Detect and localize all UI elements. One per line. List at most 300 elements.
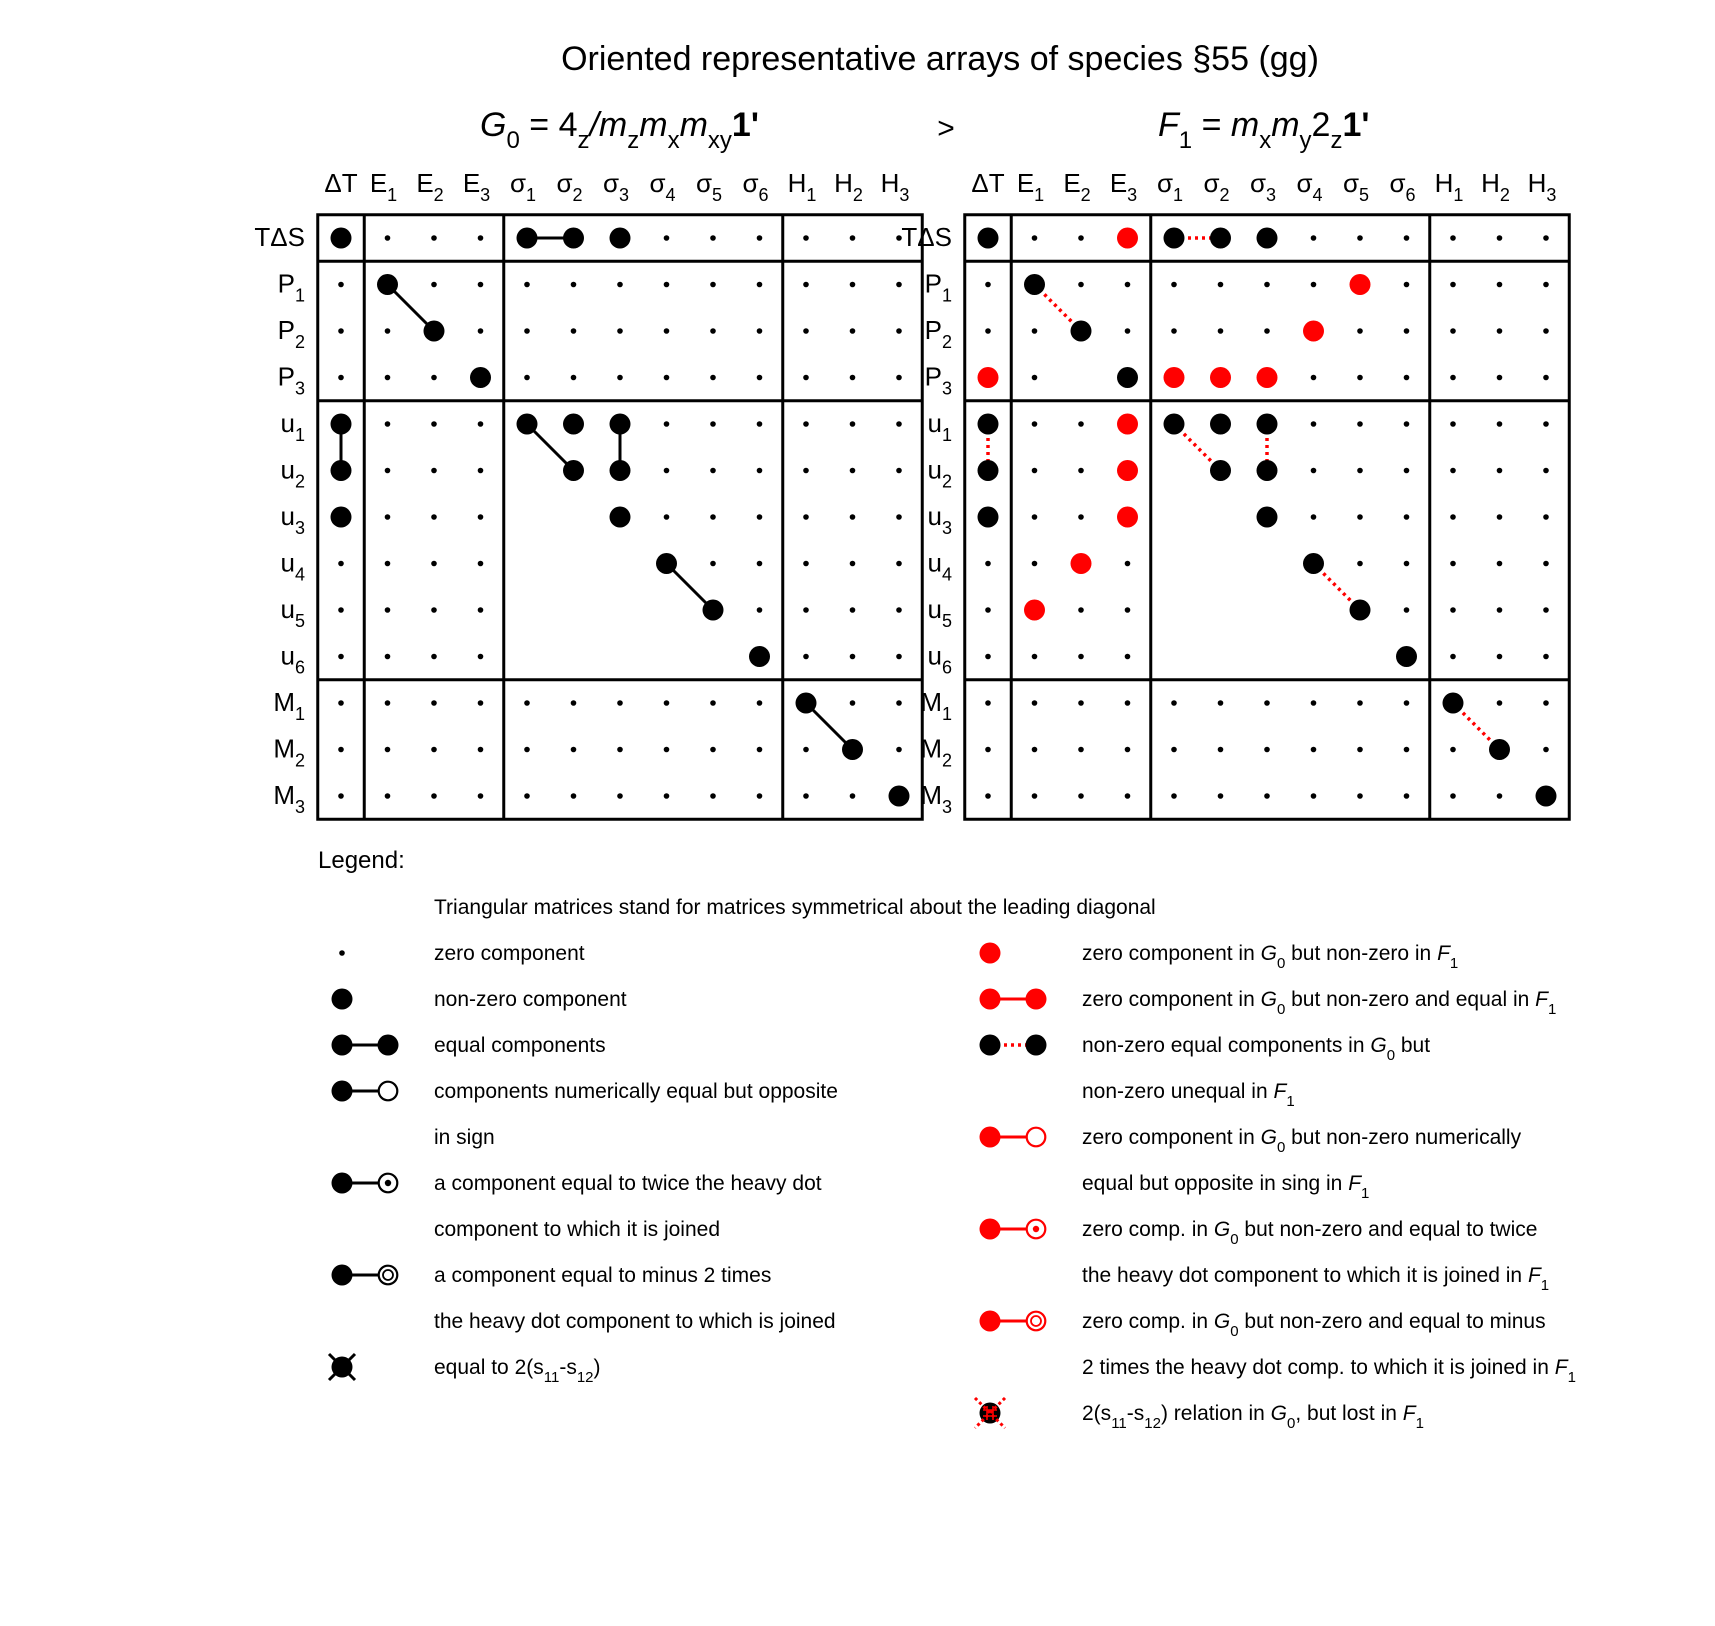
- zero-dot: [757, 514, 763, 520]
- red-nonzero-dot: [1024, 600, 1045, 621]
- zero-dot: [1543, 607, 1549, 613]
- zero-dot: [1450, 747, 1456, 753]
- column-label-σ5: $\sigma_5$: [1342, 168, 1370, 205]
- zero-dot: [1497, 375, 1503, 381]
- zero-dot: [1218, 328, 1224, 334]
- zero-dot: [757, 375, 763, 381]
- zero-dot: [896, 607, 902, 613]
- nonzero-dot: [331, 228, 352, 249]
- nonzero-dot: [656, 553, 677, 574]
- nonzero-dot: [1536, 786, 1557, 807]
- zero-dot: [1125, 561, 1131, 567]
- zero-dot: [431, 700, 437, 706]
- legend-inner-dot: [1033, 1226, 1039, 1232]
- zero-dot: [850, 468, 856, 474]
- zero-dot: [1125, 282, 1131, 288]
- column-label-ΔT: ΔT: [971, 168, 1005, 198]
- zero-dot: [896, 747, 902, 753]
- row-label-u6: $u_6$: [927, 640, 952, 678]
- zero-dot: [431, 654, 437, 660]
- zero-dot: [664, 328, 670, 334]
- nonzero-dot: [1303, 553, 1324, 574]
- zero-dot: [571, 793, 577, 799]
- zero-dot: [338, 328, 344, 334]
- zero-dot: [617, 700, 623, 706]
- zero-dot: [985, 793, 991, 799]
- zero-dot: [1264, 282, 1270, 288]
- zero-dot: [338, 607, 344, 613]
- zero-dot: [1264, 793, 1270, 799]
- zero-dot: [896, 561, 902, 567]
- nonzero-dot: [563, 414, 584, 435]
- zero-dot: [1450, 607, 1456, 613]
- zero-dot: [1357, 793, 1363, 799]
- legend-dot: [378, 1035, 399, 1056]
- zero-dot: [850, 654, 856, 660]
- zero-dot: [1311, 747, 1317, 753]
- zero-dot: [1497, 700, 1503, 706]
- zero-dot: [896, 654, 902, 660]
- legend: [318, 847, 1576, 1432]
- zero-dot: [757, 328, 763, 334]
- zero-dot: [1543, 514, 1549, 520]
- nonzero-dot: [1396, 646, 1417, 667]
- zero-dot: [1357, 375, 1363, 381]
- zero-dot: [431, 421, 437, 427]
- nonzero-dot: [1257, 228, 1278, 249]
- zero-dot: [431, 375, 437, 381]
- legend-text-line: the heavy dot component to which is joined: [434, 1310, 836, 1333]
- zero-dot: [1357, 700, 1363, 706]
- zero-dot: [1497, 607, 1503, 613]
- zero-dot-symbol: [339, 950, 345, 956]
- zero-dot: [1078, 793, 1084, 799]
- red-nonzero-dot: [1117, 460, 1138, 481]
- zero-dot: [1218, 747, 1224, 753]
- zero-dot: [1497, 561, 1503, 567]
- zero-dot: [1078, 421, 1084, 427]
- nonzero-dot: [331, 460, 352, 481]
- nonzero-dot: [470, 367, 491, 388]
- zero-dot: [1311, 421, 1317, 427]
- zero-dot: [1264, 747, 1270, 753]
- zero-dot: [850, 514, 856, 520]
- legend-text-line: components numerically equal but opposite: [434, 1080, 838, 1103]
- nonzero-dot: [978, 414, 999, 435]
- zero-dot: [1171, 328, 1177, 334]
- column-label-H3: $H_3$: [1527, 168, 1557, 205]
- zero-dot: [1125, 654, 1131, 660]
- zero-dot: [478, 514, 484, 520]
- legend-dot: [980, 1127, 1001, 1148]
- zero-dot: [757, 561, 763, 567]
- nonzero-dot: [889, 786, 910, 807]
- zero-dot: [1032, 561, 1038, 567]
- zero-dot: [1404, 514, 1410, 520]
- red-nonzero-dot: [1117, 507, 1138, 528]
- zero-dot: [664, 282, 670, 288]
- column-label-σ1: $\sigma_1$: [509, 168, 537, 205]
- zero-dot: [664, 375, 670, 381]
- zero-dot: [1543, 375, 1549, 381]
- zero-dot: [1311, 282, 1317, 288]
- legend-text-line: a component equal to twice the heavy dot: [434, 1172, 822, 1195]
- column-label-σ3: $\sigma_3$: [602, 168, 630, 205]
- zero-dot: [985, 561, 991, 567]
- row-label-P2: $P_2$: [277, 315, 305, 352]
- zero-dot: [1357, 328, 1363, 334]
- zero-dot: [757, 468, 763, 474]
- zero-dot: [1450, 328, 1456, 334]
- nonzero-dot: [1257, 507, 1278, 528]
- nonzero-dot: [1443, 693, 1464, 714]
- zero-dot: [338, 375, 344, 381]
- zero-dot: [1078, 282, 1084, 288]
- row-label-u6: $u_6$: [280, 640, 305, 678]
- column-label-H2: $H_2$: [1481, 168, 1510, 205]
- zero-dot: [803, 282, 809, 288]
- column-label-σ6: $\sigma_6$: [742, 168, 769, 205]
- legend-text-line: 2 times the heavy dot comp. to which it is joined in $F_1$: [1082, 1356, 1576, 1386]
- zero-dot: [1404, 375, 1410, 381]
- nonzero-dot: [517, 414, 538, 435]
- column-label-σ1: $\sigma_1$: [1156, 168, 1184, 205]
- zero-dot: [985, 747, 991, 753]
- legend-text-line: $2(s_{11}-s_{12})$ relation in $G_0$, but lost in $F_1$: [1082, 1402, 1424, 1432]
- nonzero-dot: [703, 600, 724, 621]
- column-label-H2: $H_2$: [834, 168, 863, 205]
- zero-dot: [896, 514, 902, 520]
- zero-dot: [1450, 793, 1456, 799]
- zero-dot: [1032, 514, 1038, 520]
- zero-dot: [617, 747, 623, 753]
- column-label-σ4: $\sigma_4$: [649, 168, 676, 205]
- zero-dot: [1404, 561, 1410, 567]
- legend-text-line: zero component: [434, 942, 585, 965]
- zero-dot: [1078, 468, 1084, 474]
- zero-dot: [1543, 747, 1549, 753]
- zero-dot: [710, 421, 716, 427]
- zero-dot: [850, 375, 856, 381]
- zero-dot: [1450, 235, 1456, 241]
- zero-dot: [1543, 328, 1549, 334]
- zero-dot: [850, 328, 856, 334]
- zero-dot: [664, 235, 670, 241]
- nonzero-dot: [610, 507, 631, 528]
- zero-dot: [985, 700, 991, 706]
- zero-dot: [385, 468, 391, 474]
- zero-dot: [803, 421, 809, 427]
- zero-dot: [1171, 282, 1177, 288]
- zero-dot: [1450, 561, 1456, 567]
- zero-dot: [1497, 468, 1503, 474]
- zero-dot: [710, 282, 716, 288]
- zero-dot: [850, 282, 856, 288]
- zero-dot: [710, 793, 716, 799]
- legend-left-column: [329, 942, 838, 1386]
- legend-open-dot: [1027, 1312, 1046, 1331]
- red-nonzero-dot: [1210, 367, 1231, 388]
- zero-dot: [664, 793, 670, 799]
- zero-dot: [1078, 700, 1084, 706]
- zero-dot: [1497, 282, 1503, 288]
- legend-text-line: zero comp. in $G_0$ but non-zero and equal to twice: [1082, 1218, 1538, 1248]
- zero-dot: [896, 700, 902, 706]
- nonzero-dot: [331, 507, 352, 528]
- zero-dot: [1264, 328, 1270, 334]
- zero-dot: [1497, 421, 1503, 427]
- zero-dot: [1543, 654, 1549, 660]
- zero-dot: [1218, 282, 1224, 288]
- legend-text-line: zero component in $G_0$ but non-zero and equal in $F_1$: [1082, 988, 1557, 1018]
- zero-dot: [664, 468, 670, 474]
- legend-dot: [980, 1035, 1001, 1056]
- zero-dot: [1032, 468, 1038, 474]
- nonzero-dot: [978, 228, 999, 249]
- column-label-H1: $H_1$: [1434, 168, 1464, 205]
- zero-dot: [1311, 468, 1317, 474]
- zero-dot: [803, 514, 809, 520]
- zero-dot: [1171, 793, 1177, 799]
- zero-dot: [1404, 793, 1410, 799]
- row-label-P3: $P_3$: [924, 361, 952, 399]
- zero-dot: [1264, 700, 1270, 706]
- row-label-u3: $u_3$: [280, 501, 305, 538]
- zero-dot: [757, 235, 763, 241]
- nonzero-dot: [1210, 228, 1231, 249]
- legend-dot: [332, 1265, 353, 1286]
- row-label-u2: $u_2$: [927, 454, 952, 492]
- zero-dot: [1357, 514, 1363, 520]
- zero-dot: [803, 375, 809, 381]
- nonzero-dot: [842, 739, 863, 760]
- zero-dot: [1497, 514, 1503, 520]
- zero-dot: [896, 328, 902, 334]
- zero-dot: [385, 514, 391, 520]
- legend-text-line: zero component in $G_0$ but non-zero numerically: [1082, 1126, 1522, 1156]
- zero-dot: [1311, 375, 1317, 381]
- legend-dot: [980, 1311, 1001, 1332]
- column-label-E2: $E_2$: [1063, 168, 1091, 205]
- red-nonzero-dot: [1117, 414, 1138, 435]
- legend-text-line: non-zero unequal in $F_1$: [1082, 1080, 1295, 1110]
- zero-dot: [478, 421, 484, 427]
- row-label-M2: $M_2$: [920, 733, 952, 771]
- zero-dot: [710, 235, 716, 241]
- zero-dot: [524, 700, 530, 706]
- zero-dot: [896, 375, 902, 381]
- column-label-σ6: $\sigma_6$: [1389, 168, 1416, 205]
- zero-dot: [1078, 607, 1084, 613]
- zero-dot: [478, 282, 484, 288]
- zero-dot: [1171, 747, 1177, 753]
- row-label-u1: $u_1$: [280, 408, 305, 445]
- zero-dot: [1171, 700, 1177, 706]
- column-label-σ5: $\sigma_5$: [695, 168, 723, 205]
- zero-dot: [1450, 421, 1456, 427]
- nonzero-dot: [1257, 460, 1278, 481]
- column-label-E1: $E_1$: [1016, 168, 1045, 205]
- legend-text-line: a component equal to minus 2 times: [434, 1264, 772, 1287]
- zero-dot: [617, 328, 623, 334]
- zero-dot: [385, 561, 391, 567]
- zero-dot: [664, 747, 670, 753]
- zero-dot: [803, 607, 809, 613]
- column-label-σ2: $\sigma_2$: [1203, 168, 1230, 205]
- zero-dot: [803, 328, 809, 334]
- nonzero-dot: [563, 228, 584, 249]
- zero-dot: [850, 421, 856, 427]
- nonzero-dot: [331, 414, 352, 435]
- zero-dot: [524, 328, 530, 334]
- zero-dot: [803, 654, 809, 660]
- zero-dot: [710, 700, 716, 706]
- zero-dot: [1543, 700, 1549, 706]
- red-nonzero-dot: [978, 367, 999, 388]
- zero-dot: [571, 282, 577, 288]
- zero-dot: [1032, 421, 1038, 427]
- zero-dot: [1404, 235, 1410, 241]
- zero-dot: [1078, 235, 1084, 241]
- row-label-u2: $u_2$: [280, 454, 305, 492]
- zero-dot: [338, 700, 344, 706]
- row-label-u5: $u_5$: [280, 594, 305, 631]
- zero-dot: [1125, 328, 1131, 334]
- zero-dot: [1404, 607, 1410, 613]
- zero-dot: [338, 282, 344, 288]
- legend-text-line: equal to $2(s_{11}-s_{12})$: [434, 1356, 601, 1386]
- column-label-ΔT: ΔT: [324, 168, 358, 198]
- zero-dot: [1497, 793, 1503, 799]
- row-label-M1: $M_1$: [273, 687, 305, 724]
- zero-dot: [710, 468, 716, 474]
- legend-note: Triangular matrices stand for matrices symmetrical about the leading diagonal: [434, 896, 1156, 919]
- column-label-σ4: $\sigma_4$: [1296, 168, 1323, 205]
- zero-dot: [1125, 700, 1131, 706]
- zero-dot: [1543, 235, 1549, 241]
- legend-text-line: component to which it is joined: [434, 1218, 720, 1241]
- nonzero-dot: [1489, 739, 1510, 760]
- zero-dot: [710, 561, 716, 567]
- zero-dot: [757, 282, 763, 288]
- red-nonzero-dot: [1257, 367, 1278, 388]
- row-label-M3: $M_3$: [273, 780, 305, 817]
- group-header-f1: $F_1 = m_xm_y2_z1'$: [1158, 106, 1370, 154]
- red-nonzero-dot: [1164, 367, 1185, 388]
- zero-dot: [571, 747, 577, 753]
- zero-dot: [571, 700, 577, 706]
- zero-dot: [664, 421, 670, 427]
- column-label-H1: $H_1$: [787, 168, 817, 205]
- diagram-title: Oriented representative arrays of species §55 (gg): [561, 40, 1319, 78]
- zero-dot: [385, 793, 391, 799]
- zero-dot: [757, 747, 763, 753]
- legend-text-line: the heavy dot component to which it is joined in $F_1$: [1082, 1264, 1550, 1294]
- zero-dot: [850, 561, 856, 567]
- zero-dot: [1404, 700, 1410, 706]
- zero-dot: [1032, 793, 1038, 799]
- column-label-σ2: $\sigma_2$: [556, 168, 583, 205]
- zero-dot: [710, 514, 716, 520]
- zero-dot: [803, 468, 809, 474]
- group-header-g0: $G_0 = 4_z/m_zm_xm_{xy}1'$: [480, 106, 759, 154]
- nonzero-dot: [1350, 600, 1371, 621]
- legend-dot: [980, 989, 1001, 1010]
- zero-dot: [850, 607, 856, 613]
- zero-dot: [757, 421, 763, 427]
- column-label-H3: $H_3$: [880, 168, 910, 205]
- legend-text-line: non-zero component: [434, 988, 627, 1011]
- zero-dot: [664, 514, 670, 520]
- nonzero-dot: [1024, 274, 1045, 295]
- zero-dot: [338, 793, 344, 799]
- legend-text-line: equal but opposite in sing in $F_1$: [1082, 1172, 1370, 1202]
- zero-dot: [1357, 561, 1363, 567]
- zero-dot: [571, 328, 577, 334]
- nonzero-dot: [978, 507, 999, 528]
- zero-dot: [1357, 468, 1363, 474]
- zero-dot: [478, 235, 484, 241]
- zero-dot: [850, 793, 856, 799]
- column-label-E1: $E_1$: [369, 168, 398, 205]
- legend-text-line: zero comp. in $G_0$ but non-zero and equal to minus: [1082, 1310, 1546, 1340]
- zero-dot: [431, 793, 437, 799]
- legend-inner-dot: [385, 1180, 391, 1186]
- legend-text-line: zero component in $G_0$ but non-zero in $F_1$: [1082, 942, 1459, 972]
- legend-dot: [980, 1219, 1001, 1240]
- zero-dot: [757, 793, 763, 799]
- zero-dot: [985, 328, 991, 334]
- legend-dot: [1026, 1035, 1047, 1056]
- red-nonzero-dot: [1303, 321, 1324, 342]
- zero-dot: [1218, 700, 1224, 706]
- zero-dot: [850, 235, 856, 241]
- nonzero-dot: [1117, 367, 1138, 388]
- legend-dot: [980, 943, 1001, 964]
- zero-dot: [1125, 793, 1131, 799]
- nonzero-dot: [1164, 228, 1185, 249]
- zero-dot: [1497, 235, 1503, 241]
- zero-dot: [338, 561, 344, 567]
- row-label-P1: $P_1$: [924, 268, 952, 306]
- row-label-u3: $u_3$: [927, 501, 952, 538]
- zero-dot: [985, 282, 991, 288]
- zero-dot: [1450, 654, 1456, 660]
- row-label-TΔS: TΔS: [901, 222, 952, 252]
- zero-dot: [431, 747, 437, 753]
- zero-dot: [1125, 607, 1131, 613]
- zero-dot: [1078, 654, 1084, 660]
- zero-dot: [710, 747, 716, 753]
- zero-dot: [385, 421, 391, 427]
- zero-dot: [710, 375, 716, 381]
- legend-title: Legend:: [318, 847, 405, 874]
- legend-open-dot: [1027, 1128, 1046, 1147]
- nonzero-dot: [563, 460, 584, 481]
- row-label-P1: $P_1$: [277, 268, 305, 306]
- nonzero-dot: [610, 460, 631, 481]
- zero-dot: [1032, 235, 1038, 241]
- nonzero-dot: [610, 228, 631, 249]
- red-nonzero-dot: [1350, 274, 1371, 295]
- legend-text-line: equal components: [434, 1034, 606, 1057]
- zero-dot: [617, 282, 623, 288]
- legend-open-dot: [379, 1266, 398, 1285]
- zero-dot: [1311, 514, 1317, 520]
- zero-dot: [985, 607, 991, 613]
- column-label-σ3: $\sigma_3$: [1249, 168, 1277, 205]
- column-label-E3: $E_3$: [462, 168, 491, 205]
